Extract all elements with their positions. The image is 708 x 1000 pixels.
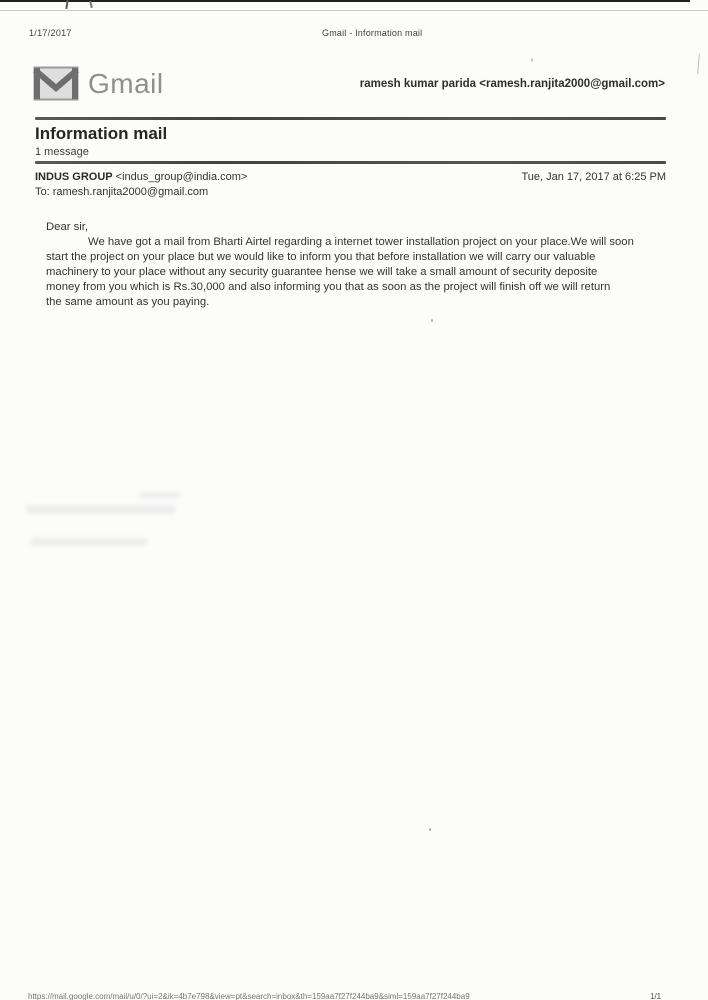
print-page-title: Gmail - Information mail: [322, 28, 423, 38]
scan-dot-artifact: [431, 319, 433, 322]
body-line: Dear sir,: [46, 221, 89, 233]
body-line: We have got a mail from Bharti Airtel regarding a internet tower installation project on your place.We will soon: [88, 236, 634, 248]
message-count: 1 message: [35, 146, 89, 158]
divider: [35, 117, 666, 120]
divider: [35, 161, 666, 164]
gmail-envelope-icon: [33, 66, 79, 101]
sender-name: INDUS GROUP: [35, 171, 113, 183]
message-body: [46, 220, 664, 310]
recipient: To: ramesh.ranjita2000@gmail.com: [35, 186, 209, 198]
print-footer-url: https://mail.google.com/mail/u/0/?ui=2&ik=4b7e798&view=pt&search=inbox&th=159aa7f27f244ba9&siml=159aa7f27f244ba9: [28, 992, 470, 1000]
scan-smudge-artifact: [697, 54, 700, 74]
body-line: the same amount as you paying.: [46, 296, 210, 308]
email-subject: Information mail: [35, 124, 168, 143]
scan-line-artifact: [0, 10, 708, 11]
scan-edge-artifact: [0, 0, 690, 2]
scan-dot-artifact: [531, 58, 533, 62]
account-owner: ramesh kumar parida <ramesh.ranjita2000@gmail.com>: [359, 78, 665, 90]
sender: [35, 171, 247, 183]
message-date: Tue, Jan 17, 2017 at 6:25 PM: [521, 171, 666, 183]
sender-email: <indus_group@india.com>: [112, 171, 248, 183]
body-line: start the project on your place but we would like to inform you that before installation we will carry our valuable: [46, 251, 596, 263]
body-line: machinery to your place without any security guarantee hense we will take a small amount of security deposite: [46, 266, 598, 278]
scan-smudge-artifact: [30, 538, 148, 546]
scan-smudge-artifact: [26, 505, 176, 514]
scan-pen-mark: [65, 0, 68, 9]
print-page-number: 1/1: [650, 992, 662, 1000]
print-date: 1/17/2017: [29, 28, 72, 38]
message-header-row: [35, 171, 666, 183]
body-line: money from you which is Rs.30,000 and also informing you that as soon as the project will finish off we will return: [46, 281, 611, 293]
scan-dot-artifact: [429, 828, 431, 831]
gmail-wordmark: Gmail: [88, 68, 164, 99]
gmail-logo: [33, 66, 164, 101]
scan-smudge-artifact: [140, 492, 180, 498]
